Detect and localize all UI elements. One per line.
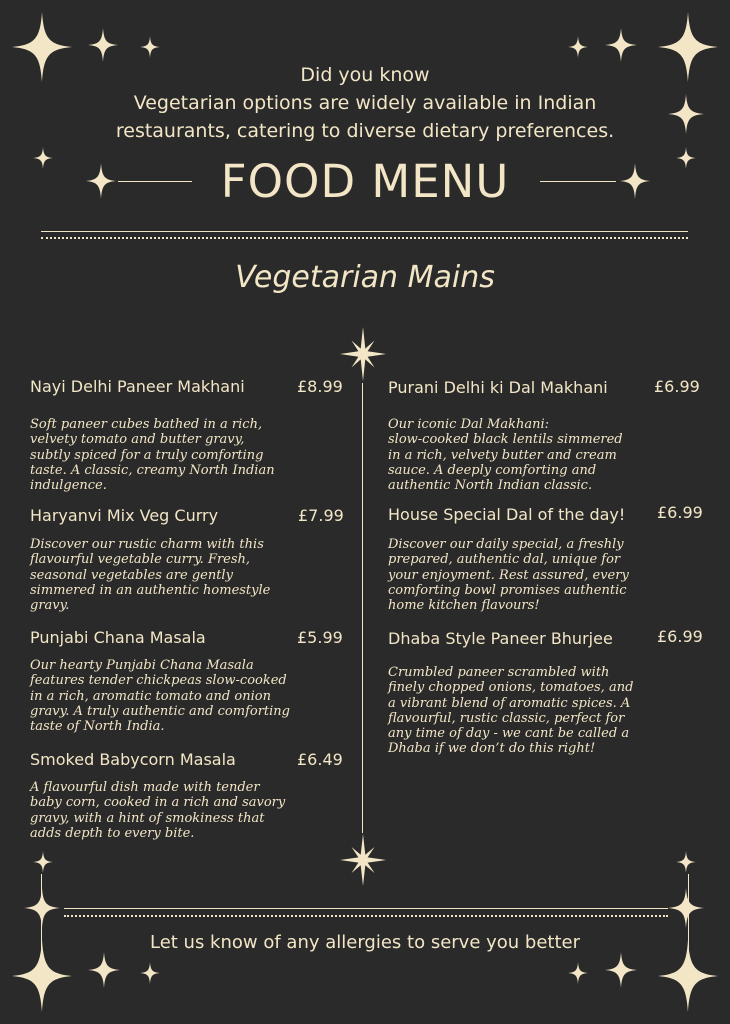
title-rule-right: [540, 181, 616, 182]
sparkle-icon: [568, 962, 588, 984]
intro-line: restaurants, catering to diverse dietary preferences.: [115, 120, 615, 142]
dish-description: Crumbled paneer scrambled with finely chopped onions, tomatoes, and a vibrant blend of aromatic spices. A flavourful, rustic classic, perfect for any time of day - we cant be called a Dhaba if we don’t do this right!: [388, 665, 634, 757]
starburst-icon: [340, 327, 386, 381]
menu-item: [30, 750, 342, 846]
menu-item: [388, 627, 703, 759]
dish-price: £8.99: [297, 377, 343, 396]
dish-name: House Special Dal of the day!: [388, 505, 626, 524]
sparkle-icon: [88, 952, 120, 988]
dish-description: A flavourful dish made with tender baby corn, cooked in a rich and savory gravy, with a hint of smokiness that adds depth to every bite.: [30, 780, 286, 841]
sparkle-icon: [33, 851, 53, 873]
sparkle-icon: [33, 147, 53, 169]
sparkle-icon: [140, 962, 160, 984]
menu-item: [30, 377, 342, 495]
dish-price: £5.99: [297, 628, 343, 647]
dish-price: £6.99: [654, 377, 700, 396]
dish-name: Purani Delhi ki Dal Makhani: [388, 378, 608, 397]
menu-item: [30, 628, 342, 740]
dish-price: £6.99: [657, 503, 703, 522]
menu-item: [388, 378, 700, 496]
sparkle-icon: [86, 163, 116, 199]
sparkle-icon: [12, 940, 72, 1012]
menu-item: [30, 506, 342, 616]
dish-price: £7.99: [298, 506, 344, 525]
dish-name: Dhaba Style Paneer Bhurjee: [388, 629, 613, 648]
dish-description: Soft paneer cubes bathed in a rich, velvety tomato and butter gravy, subtly spiced for a truly comforting taste. A classic, creamy North Indian indulgence.: [30, 417, 275, 494]
sparkle-icon: [88, 28, 118, 62]
section-title: Vegetarian Mains: [235, 260, 495, 295]
dish-description: Our iconic Dal Makhani: slow-cooked black lentils simmered in a rich, velvety butter and cream sauce. A deeply comforting and authentic North Indian classic.: [388, 417, 623, 494]
dish-price: £6.49: [297, 750, 343, 769]
dish-name: Smoked Babycorn Masala: [30, 750, 236, 769]
intro-line: Vegetarian options are widely available in Indian: [133, 92, 597, 114]
sparkle-icon: [676, 147, 696, 169]
sparkle-icon: [605, 28, 637, 62]
title-rule-left: [118, 181, 192, 182]
dish-name: Haryanvi Mix Veg Curry: [30, 506, 219, 525]
intro-fact: [60, 61, 670, 145]
sparkle-icon: [605, 952, 637, 988]
dish-price: £6.99: [657, 627, 703, 646]
header-dotted-divider: [41, 237, 688, 239]
footer-divider: [64, 908, 668, 909]
menu-item: [388, 503, 703, 615]
dish-description: Discover our rustic charm with this flavourful vegetable curry. Fresh, seasonal vegetables are gently simmered in an authentic homestyle gravy.: [30, 537, 271, 614]
starburst-icon: [340, 834, 386, 886]
dish-name: Nayi Delhi Paneer Makhani: [30, 377, 245, 396]
sparkle-icon: [24, 888, 60, 928]
page-title: FOOD MENU: [220, 155, 510, 208]
footer-dotted-divider: [64, 915, 668, 917]
sparkle-icon: [658, 940, 718, 1012]
intro-line: Did you know: [300, 64, 430, 86]
dish-description: Our hearty Punjabi Chana Masala features tender chickpeas slow-cooked in a rich, aromatic tomato and onion gravy. A truly authentic and comforting taste of North India.: [30, 658, 290, 735]
sparkle-icon: [620, 163, 650, 199]
sparkle-icon: [668, 888, 704, 928]
dish-name: Punjabi Chana Masala: [30, 628, 206, 647]
sparkle-icon: [668, 94, 704, 134]
sparkle-icon: [140, 36, 160, 58]
sparkle-icon: [568, 36, 588, 58]
allergy-notice: Let us know of any allergies to serve you better: [149, 932, 580, 953]
sparkle-icon: [676, 851, 696, 873]
dish-description: Discover our daily special, a freshly prepared, authentic dal, unique for your enjoyment. Rest assured, every comforting bowl promises authentic home kitchen flavours!: [388, 537, 629, 614]
header-divider: [41, 231, 688, 232]
column-divider: [362, 383, 363, 833]
